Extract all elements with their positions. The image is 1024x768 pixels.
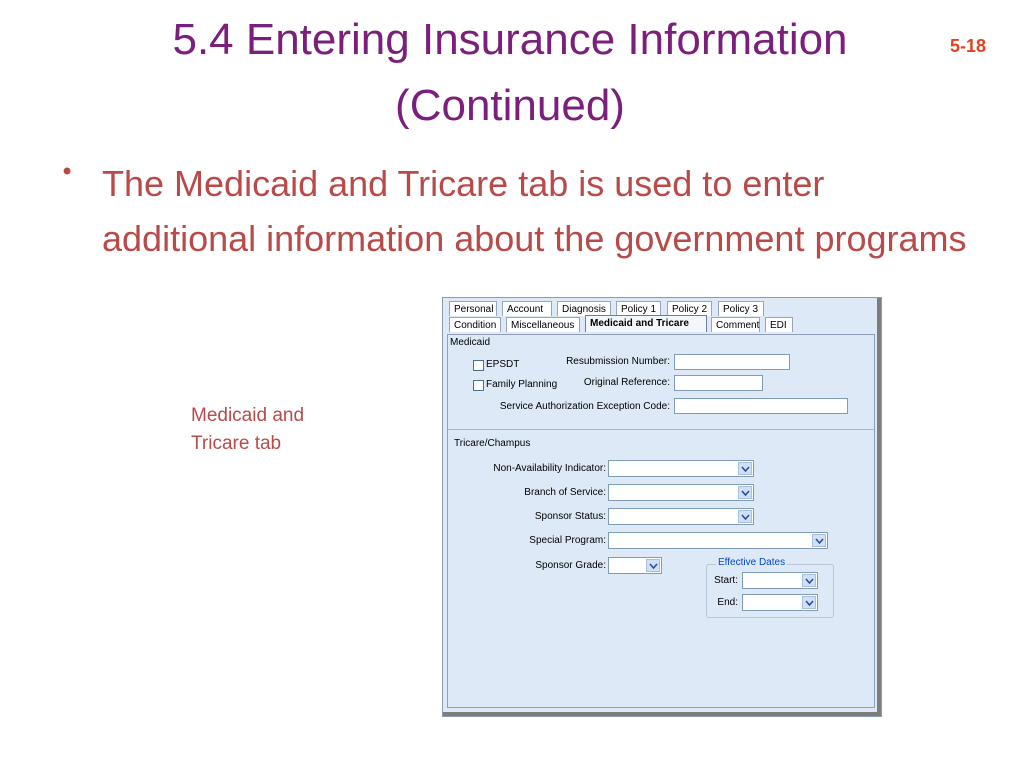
bullet-text: The Medicaid and Tricare tab is used to enter additional information about the government programs (102, 163, 967, 259)
tab-diagnosis[interactable]: Diagnosis (557, 301, 611, 316)
medicaid-group-label: Medicaid (450, 337, 491, 348)
special-program-label: Special Program: (529, 535, 606, 546)
chevron-down-icon[interactable] (738, 486, 752, 499)
sponsor-grade-label: Sponsor Grade: (535, 560, 606, 571)
service-authorization-label: Service Authorization Exception Code: (499, 401, 670, 412)
tab-personal[interactable]: Personal (449, 301, 497, 316)
end-date-label: End: (717, 597, 738, 608)
tricare-group-label: Tricare/Champus (454, 438, 531, 449)
sponsor-status-label: Sponsor Status: (534, 511, 606, 522)
tab-comment[interactable]: Comment (711, 317, 760, 332)
slide-title-line-2: (Continued) (395, 81, 625, 130)
tab-policy-3[interactable]: Policy 3 (718, 301, 764, 316)
service-authorization-input[interactable] (674, 398, 848, 414)
chevron-down-icon[interactable] (646, 559, 660, 572)
group-separator (448, 429, 874, 430)
chevron-down-icon[interactable] (738, 462, 752, 475)
side-caption (191, 402, 304, 458)
epsdt-label: EPSDT (486, 359, 520, 370)
slide-number: 5-18 (950, 36, 987, 56)
tab-edi[interactable]: EDI (765, 317, 793, 332)
effective-dates-legend: Effective Dates (718, 557, 786, 568)
side-caption-line-2: Tricare tab (191, 433, 282, 454)
side-caption-line-1: Medicaid and (191, 405, 305, 426)
tab-condition[interactable]: Condition (449, 317, 501, 332)
tab-miscellaneous[interactable]: Miscellaneous (506, 317, 580, 332)
resubmission-number-input[interactable] (674, 354, 790, 370)
sponsor-status-select[interactable] (608, 508, 754, 525)
non-availability-select[interactable] (608, 460, 754, 477)
branch-of-service-select[interactable] (608, 484, 754, 501)
tab-panel (447, 334, 875, 708)
chevron-down-icon[interactable] (802, 596, 816, 609)
window-shadow-bottom (443, 712, 881, 716)
epsdt-checkbox[interactable] (473, 360, 484, 371)
family-planning-label: Family Planning (486, 379, 558, 390)
sponsor-grade-select[interactable] (608, 557, 662, 574)
end-date-picker[interactable] (742, 594, 818, 611)
tab-policy-2[interactable]: Policy 2 (667, 301, 712, 316)
family-planning-checkbox[interactable] (473, 380, 484, 391)
original-reference-label: Original Reference: (583, 377, 670, 388)
original-reference-input[interactable] (674, 375, 763, 391)
chevron-down-icon[interactable] (812, 534, 826, 547)
special-program-select[interactable] (608, 532, 828, 549)
tab-account[interactable]: Account (502, 301, 552, 316)
bullet-dot-icon: • (60, 158, 75, 186)
start-date-label: Start: (714, 575, 738, 586)
resubmission-number-label: Resubmission Number: (566, 356, 670, 367)
start-date-picker[interactable] (742, 572, 818, 589)
tab-policy-1[interactable]: Policy 1 (616, 301, 661, 316)
tab-medicaid-and-tricare[interactable]: Medicaid and Tricare (585, 315, 707, 332)
chevron-down-icon[interactable] (802, 574, 816, 587)
slide-title-line-1: 5.4 Entering Insurance Information (172, 15, 848, 64)
non-availability-label: Non-Availability Indicator: (493, 463, 606, 474)
case-dialog (442, 297, 882, 717)
window-shadow-right (877, 298, 881, 716)
branch-of-service-label: Branch of Service: (524, 487, 606, 498)
chevron-down-icon[interactable] (738, 510, 752, 523)
